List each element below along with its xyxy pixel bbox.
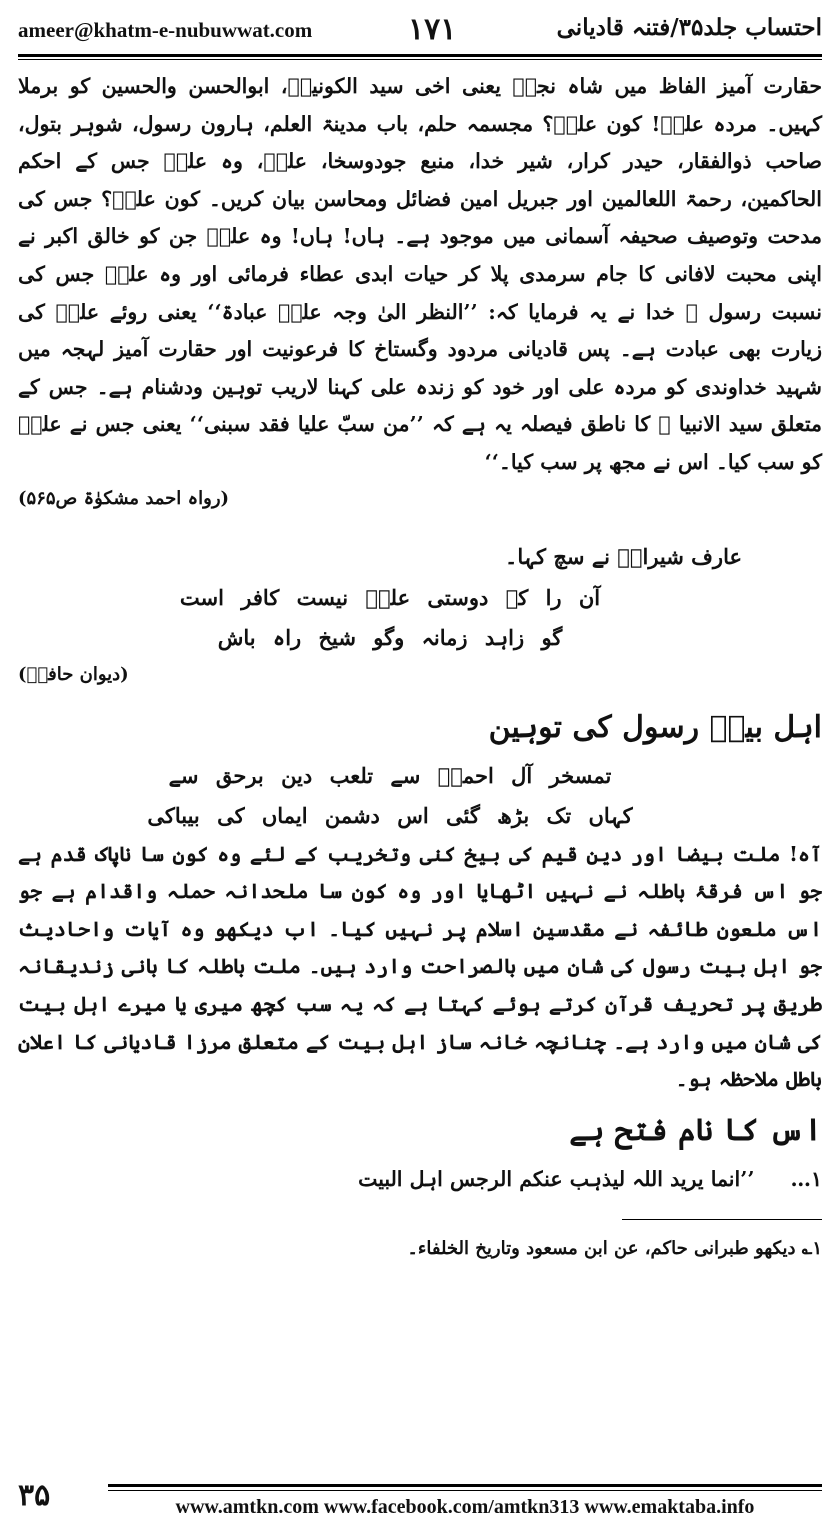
footer-links: www.amtkn.com www.facebook.com/amtkn313 www.emaktaba.info [175, 1496, 755, 1518]
footnote: ۱؎ دیکھو طبرانی حاکم، عن ابن مسعود وتاریخ الخلفاء۔ [407, 1237, 822, 1259]
section-heading-fath: اس کا نام فتح ہے [569, 1112, 822, 1148]
paragraph-2: آہ! ملت بیضا اور دین قیم کی بیخ کنی وتخریب کے لئے وہ کون سا ناپاک قدم ہے جو اس فرقۂ باطلہ نے نہیں اٹھایا اور وہ کون سا ملحدانہ حملہ واقدام ہے جو اس ملعون طائفہ نے مقدسین اسلام پر نہیں کیا۔ اب دیکھو وہ آیات واحادیث جو اہل بیت رسول کی شان میں بالصراحت وارد ہیں۔ ملت باطلہ کا بانی زندیقانہ طریق پر تحریف قرآن کرتے ہوئے کہتا ہے کہ یہ سب کچھ میری یا میرے اہل بیت کی شان میں وارد ہے۔ چنانچہ خانہ ساز اہل بیت کے متعلق مرزا قادیانی کا اعلان باطل ملاحظہ ہو۔ [18, 841, 822, 1092]
reference-mishkat: (رواہ احمد مشکوٰۃ ص۵۶۵) [18, 487, 230, 509]
section-heading-ahl-bait: اہل بیتؐ رسول کی توہین [488, 709, 822, 745]
poem-intro: عارف شیرازؒ نے سچ کہا۔ [505, 543, 742, 569]
verse-line-3: تمسخر آل احمدؐ سے تلعب دین برحق سے [168, 762, 612, 788]
footer-divider [108, 1484, 822, 1487]
header-book-title: احتساب جلد۳۵/فتنہ قادیانی [556, 14, 822, 41]
header-divider [18, 54, 822, 60]
page-content [18, 68, 822, 1468]
verse-line-2: گو زاہد زمانہ وگو شیخ راہ باش [217, 624, 563, 650]
item-number: ۱… [790, 1166, 822, 1191]
footer-divider-thin [108, 1490, 822, 1491]
verse-line-4: کہاں تک بڑھ گئی اس دشمن ایماں کی بیباکی [147, 802, 633, 828]
reference-diwan-hafiz: (دیوان حافظؒ) [18, 663, 129, 685]
footer-page-number: ۳۵ [18, 1478, 51, 1513]
numbered-item-1 [18, 1159, 822, 1199]
verse-line-1: آن را کہ دوستی علیؓ نیست کافر است [179, 584, 601, 610]
page-footer [18, 1478, 822, 1528]
page-header [18, 8, 822, 52]
header-email: ameer@khatm-e-nubuwwat.com [18, 18, 313, 42]
paragraph-1: حقارت آمیز الفاظ میں شاہ نجفؓ یعنی اخی سید الکونینؐ، ابوالحسن والحسین کو برملا کہیں۔ مردہ علیؓ! کون علیؓ؟ مجسمہ حلم، باب مدینۃ العلم، ہارون رسول، شوہر بتول، صاحب ذوالفقار، حیدر کرار، شیر خدا، منبع جودوسخا، علیؓ، وہ علیؓ جس کے احکم الحاکمین، رحمۃ اللعالمین اور جبریل امین فضائل ومحاسن بیان کریں۔ کون علیؓ؟ جس کی مدحت وتوصیف صحیفہ آسمانی میں موجود ہے۔ ہاں! ہاں! وہ علیؓ جن کو خالق اکبر نے اپنی محبت لافانی کا جام سرمدی پلا کر حیات ابدی عطاء فرمائی اور وہ علیؓ جس کی نسبت رسول ﷺ خدا نے یہ فرمایا کہ: ’’النظر الیٰ وجہ علیؓ عبادۃ‘‘ یعنی روئے علیؓ کی زیارت بھی عبادت ہے۔ پس قادیانی مردود وگستاخ کا فرعونیت اور حقارت آمیز لہجہ میں شہید خداوندی کو مردہ علی اور خود کو زندہ علی کہنا لاریب توہین ودشنام ہے۔ جس کے متعلق سید الانبیا ﷺ کا ناطق فیصلہ یہ ہے کہ ’’من سبّ علیا فقد سبنی‘‘ یعنی جس نے علیؓ کو سب کیا۔ اس نے مجھ پر سب کیا۔‘‘ [18, 74, 822, 474]
item-text: ’’انما یرید اللہ لیذہب عنکم الرجس اہل البیت [358, 1166, 755, 1191]
footnote-divider [622, 1219, 822, 1220]
header-page-number: ۱۷۱ [408, 12, 457, 47]
